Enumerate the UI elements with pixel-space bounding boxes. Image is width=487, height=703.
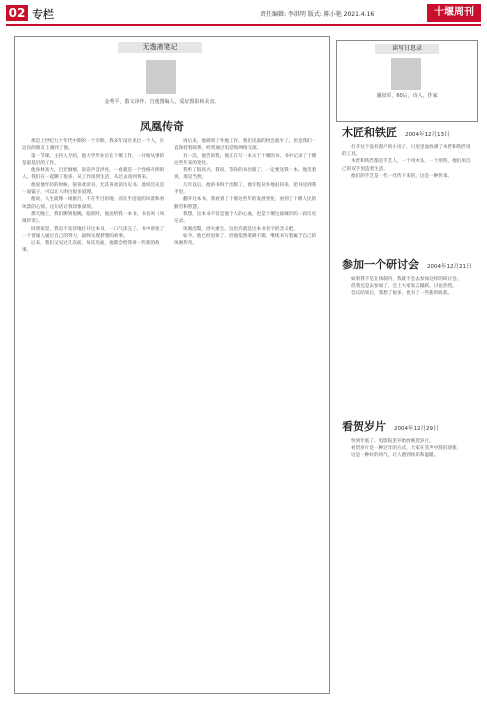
header-rule (6, 24, 481, 26)
paragraph: 会议结束后，我想了很多，也有了一些新的收获。 (351, 291, 453, 297)
paragraph: 看贺岁片是一种过年的方式，大家在笑声中辞旧迎新。 (351, 446, 462, 452)
masthead: 十堰周刊 (427, 4, 481, 22)
paragraph: 几年以后，他的书终于出版了。他专程从外地赶回来，把书送到我手里。 (174, 182, 317, 196)
page-header (0, 0, 487, 26)
paragraph: 他们的手艺是一代一代传下来的，这是一种传承。 (351, 173, 453, 179)
paragraph: 但我还是去参加了，会上大家发言踊跃，讨论热烈。 (351, 284, 457, 290)
paragraph: 这是一种好的风气，让人感到快乐和温暖。 (351, 453, 439, 459)
paragraph: 回到家里，我迫不及待地打开这本书，一口气读完了。书中讲述了一个普通人通过自己的努力，最终实现梦想的故事。 (22, 226, 165, 239)
right-column-name: 读写日思录 (375, 44, 439, 54)
paragraph: 后来，我们又见过几次面，每次见面，他都会给我讲一些新的故事。 (22, 241, 160, 254)
paragraph: 第一节课，主持人介绍，他大学毕业后在十堰工作，一开始从事的是最基层的工作。 (22, 153, 165, 166)
paragraph: 翻开这本书，我看到了十堰这些年的发展变化，看到了十堰人民的勤劳和智慧。 (174, 197, 317, 210)
paragraph: 凤凰涅槃，浴火重生。这也许就是这本书名字的含义吧。 (183, 226, 298, 232)
author-photo (391, 58, 421, 90)
article (342, 124, 472, 180)
article-title: 木匠和铁匠 (342, 126, 397, 139)
article-column-1 (22, 138, 168, 686)
author-caption: 潘叔军，60后，诗人，作家 (376, 93, 438, 99)
article-title: 看贺岁片 (342, 420, 386, 433)
paragraph: 木匠和铁匠都是手艺人，一个用木头，一个用铁，他们用自己的双手创造着生活。 (342, 159, 471, 172)
paragraph: 他说，人生就像一场旅行，不在乎目的地，而在乎沿途的风景和看风景的心情。这句话让我印象深刻。 (22, 197, 165, 210)
paragraph: 他身材高大，目光炯炯，说话声音洪亮，一看就是一个性格开朗的人。我们在一起聊了很多，从工作谈到生活，从过去谈到将来。 (22, 168, 165, 181)
page-number: 02 (6, 5, 28, 21)
article-column-2 (174, 138, 320, 686)
left-column-name: 无逸斋笔记 (118, 42, 202, 53)
paragraph: 打开这个没有窗户的小房子，只见里面放满了木匠和铁匠用的工具。 (342, 145, 471, 158)
paragraph: 那天晚上，我们聊到很晚。临别时，他送给我一本书，书名叫《凤凰传奇》。 (22, 211, 165, 225)
paragraph: 快到年底了，电影院里开始放映贺岁片。 (351, 439, 434, 444)
article (342, 256, 472, 298)
paragraph: 如今，他已经退休了，但他依然笔耕不辍，继续书写着属于自己的凤凰传奇。 (174, 233, 317, 247)
editors-line: 责任编辑: 李洪明 版式: 陈小艳 2021.4.16 (260, 11, 375, 18)
paragraph: 有一次，他告诉我，他正在写一本关于十堰的书，书中记录了十堰这些年来的变化。 (174, 153, 317, 166)
paragraph: 那是上世纪九十年代中期的一个早期，我多年没有见过一个人，在这次的朋友上遇到了他。 (22, 139, 165, 152)
article-date: 2004年12月29日 (394, 426, 439, 432)
paragraph: 再后来，他调到了外地工作，我们见面的机会就少了。但是我们一直保持着联系，经常通过电话和网络交流。 (174, 139, 317, 152)
author-photo (146, 60, 176, 94)
paragraph: 我听了很高兴，我说，等你的书出版了，一定要送我一本。他笑着说，那是当然。 (174, 168, 317, 181)
paragraph: 如果我不是在体制内，我就不会去参加这样的研讨会。 (351, 277, 462, 282)
author-caption: 金秀平，散文译作、自逸图编人，爱好摄影和美食。 (104, 99, 220, 105)
article-title: 参加一个研讨会 (342, 258, 419, 271)
article-date: 2004年12月13日 (405, 132, 450, 138)
paragraph: 他说他年轻的时候，很喜欢读书，尤其喜欢读历史书。他说历史是一面镜子，可以让人明白很多道理。 (22, 182, 165, 196)
article-title: 凤凰传奇 (140, 120, 184, 133)
section-name: 专栏 (32, 8, 54, 21)
paragraph: 我想，这本书不仅是他个人的心血，也是十堰这座城市的一段历史记录。 (174, 211, 317, 225)
article (342, 418, 472, 460)
article-date: 2004年12月21日 (427, 264, 472, 270)
